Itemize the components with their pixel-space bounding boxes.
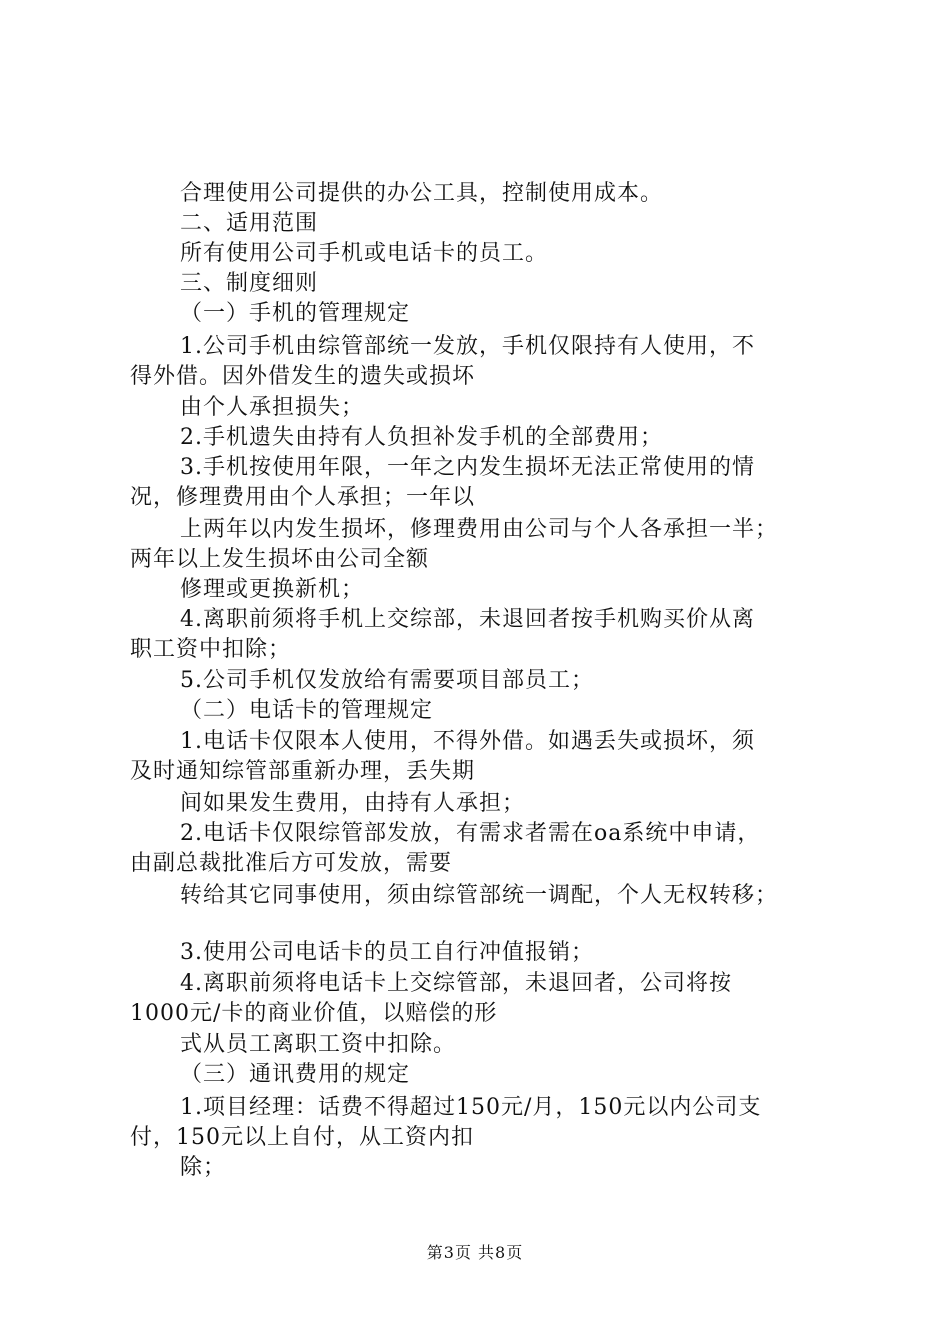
text-line: 所有使用公司手机或电话卡的员工。	[180, 241, 549, 266]
text-line: 4.离职前须将电话卡上交综管部，未退回者，公司将按	[180, 971, 732, 996]
text-line: 修理或更换新机；	[180, 577, 365, 602]
text-line: 1.公司手机由综管部统一发放，手机仅限持有人使用，不	[180, 334, 755, 359]
text-line: 3.手机按使用年限，一年之内发生损坏无法正常使用的情	[180, 455, 755, 480]
text-line: 及时通知综管部重新办理，丢失期	[130, 759, 476, 784]
text-line: 上两年以内发生损坏，修理费用由公司与个人各承担一半；	[180, 517, 779, 542]
text-line: 1.项目经理：话费不得超过150元/月，150元以内公司支	[180, 1095, 762, 1120]
text-line: 合理使用公司提供的办公工具，控制使用成本。	[180, 181, 664, 206]
text-line: 职工资中扣除；	[130, 637, 292, 662]
text-line: 4.离职前须将手机上交综部，未退回者按手机购买价从离	[180, 607, 755, 632]
text-line: 况，修理费用由个人承担；一年以	[130, 485, 476, 510]
section-heading: 三、制度细则	[180, 271, 319, 296]
text-line: 间如果发生费用，由持有人承担；	[180, 791, 526, 816]
text-line: 两年以上发生损坏由公司全额	[130, 547, 430, 572]
text-line: 3.使用公司电话卡的员工自行冲值报销；	[180, 940, 594, 965]
text-line: 由个人承担损失；	[180, 395, 365, 420]
text-line: 得外借。因外借发生的遗失或损坏	[130, 364, 476, 389]
text-line: 2.手机遗失由持有人负担补发手机的全部费用；	[180, 425, 663, 450]
text-line: 除；	[180, 1155, 227, 1180]
subsection-heading: （三）通讯费用的规定	[180, 1062, 411, 1087]
text-line: 式从员工离职工资中扣除。	[180, 1032, 457, 1057]
text-line: 5.公司手机仅发放给有需要项目部员工；	[180, 668, 594, 693]
subsection-heading: （一）手机的管理规定	[180, 301, 411, 326]
text-line: 转给其它同事使用，须由综管部统一调配，个人无权转移；	[180, 883, 779, 908]
subsection-heading: （二）电话卡的管理规定	[180, 698, 434, 723]
page-number-footer: 第3页 共8页	[426, 1243, 524, 1262]
text-line: 由副总裁批准后方可发放，需要	[130, 851, 453, 876]
text-line: 2.电话卡仅限综管部发放，有需求者需在oa系统中申请，	[180, 821, 761, 846]
section-heading: 二、适用范围	[180, 211, 319, 236]
text-line: 1.电话卡仅限本人使用，不得外借。如遇丢失或损坏，须	[180, 729, 755, 754]
text-line: 付，150元以上自付，从工资内扣	[130, 1125, 474, 1150]
text-line: 1000元/卡的商业价值，以赔偿的形	[130, 1001, 498, 1026]
